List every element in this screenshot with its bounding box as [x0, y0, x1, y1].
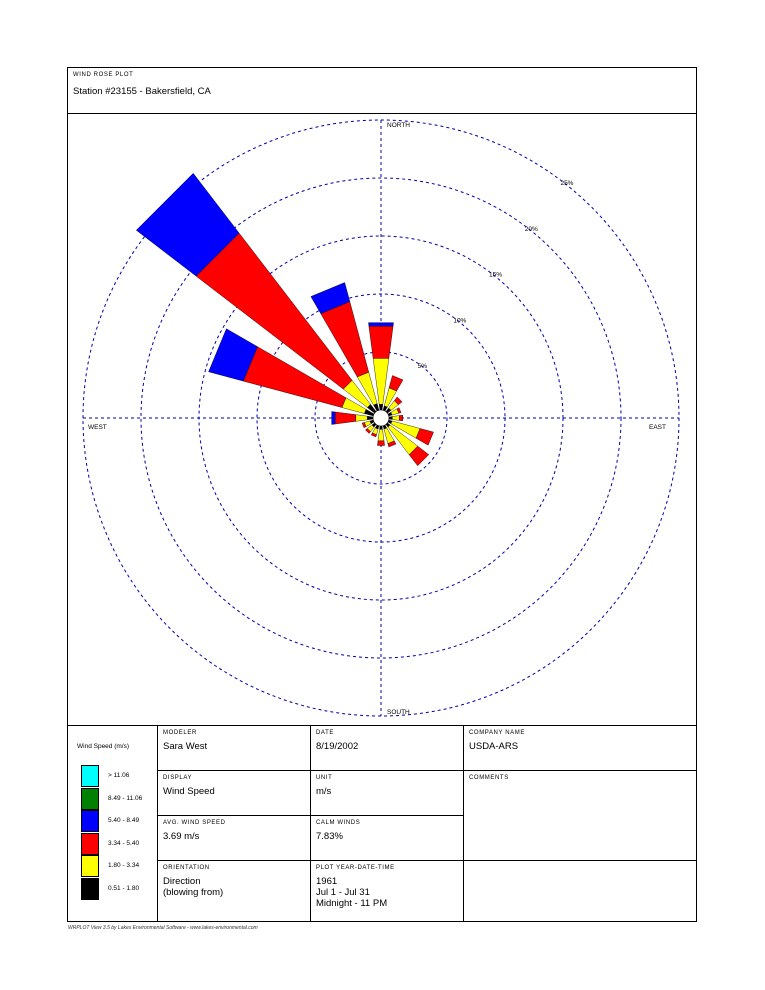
ring-label: 20%: [524, 225, 538, 233]
avg-speed-value: 3.69 m/s: [163, 831, 200, 842]
petal-segment: [392, 416, 399, 421]
section-label: WIND ROSE PLOT: [73, 72, 134, 78]
footer-credit: WRPLOT View 3.5 by Lakes Environmental Software - www.lakes-environmental.com: [68, 925, 258, 931]
compass-north: NORTH: [387, 122, 410, 129]
orientation-value-2: (blowing from): [163, 887, 224, 898]
legend-label: 5.40 - 8.49: [108, 817, 140, 824]
petal-segment: [389, 417, 392, 420]
avg-speed-cell: [163, 820, 226, 842]
date-cell: [316, 730, 358, 752]
modeler-label: MODELER: [163, 730, 197, 736]
legend-label: 1.80 - 3.34: [108, 862, 140, 869]
info-table: [68, 725, 696, 922]
orientation-value-1: Direction: [163, 876, 201, 887]
company-label: COMPANY NAME: [469, 730, 525, 736]
ring-label: 15%: [489, 271, 503, 279]
petal-segment: [335, 412, 356, 424]
ring-label: 5%: [417, 362, 428, 370]
compass-east: EAST: [649, 424, 666, 431]
date-value: 8/19/2002: [316, 741, 359, 752]
comments-label: COMMENTS: [469, 775, 509, 781]
header: [68, 68, 696, 114]
petal-segment: [379, 404, 383, 410]
comments-cell: [469, 775, 509, 781]
orientation-cell: [163, 865, 223, 898]
compass-west: WEST: [88, 424, 107, 431]
date-label: DATE: [316, 730, 334, 736]
legend-swatch: [81, 765, 99, 787]
ring-label: 10%: [453, 317, 467, 325]
wind-rose-chart: [68, 113, 696, 725]
petal-segment: [377, 441, 384, 446]
petal-segment: [399, 415, 402, 421]
petal-segment: [369, 326, 393, 358]
unit-value: m/s: [316, 786, 332, 797]
petal-segment: [356, 415, 368, 422]
plot-dates: Jul 1 - Jul 31: [316, 887, 370, 898]
petal-segment: [368, 323, 393, 326]
modeler-cell: [163, 730, 207, 752]
display-value: Wind Speed: [163, 786, 215, 797]
orientation-label: ORIENTATION: [163, 865, 210, 871]
plot-time-cell: [316, 865, 395, 909]
legend-swatch: [81, 788, 99, 810]
petal-segment: [378, 429, 384, 441]
unit-cell: [316, 775, 332, 797]
legend-label: > 11.06: [108, 772, 130, 779]
petal-segment: [332, 412, 335, 425]
unit-label: UNIT: [316, 775, 333, 781]
company-cell: [469, 730, 525, 752]
report-frame: [67, 67, 697, 922]
calm-value: 7.83%: [316, 831, 343, 842]
petal-segment: [367, 416, 373, 420]
modeler-value: Sara West: [163, 741, 208, 752]
avg-speed-label: AVG. WIND SPEED: [163, 820, 226, 826]
compass-south: SOUTH: [387, 709, 410, 716]
legend-label: 3.34 - 5.40: [108, 839, 140, 847]
petal-segment: [380, 426, 383, 429]
ring-label: 25%: [560, 180, 574, 188]
station-title: Station #23155 - Bakersfield, CA: [73, 86, 211, 97]
legend-swatch: [81, 810, 99, 832]
display-cell: [163, 775, 215, 797]
legend-swatch: [81, 878, 99, 900]
legend-title: Wind Speed (m/s): [77, 743, 130, 750]
calm-label: CALM WINDS: [316, 820, 361, 826]
plot-hours: Midnight - 11 PM: [316, 898, 388, 909]
company-value: USDA-ARS: [469, 741, 519, 752]
plot-year: 1961: [316, 876, 338, 887]
plot-area: [68, 113, 696, 725]
calm-cell: [316, 820, 360, 842]
legend-label: 0.51 - 1.80: [108, 884, 140, 892]
legend-swatch: [81, 833, 99, 855]
petal-segment: [389, 376, 403, 391]
display-label: DISPLAY: [163, 775, 193, 781]
legend-label: 8.49 - 11.06: [108, 794, 143, 802]
calm-circle: [373, 410, 389, 426]
legend-swatch: [81, 855, 99, 877]
plot-time-label: PLOT YEAR-DATE-TIME: [316, 865, 395, 871]
